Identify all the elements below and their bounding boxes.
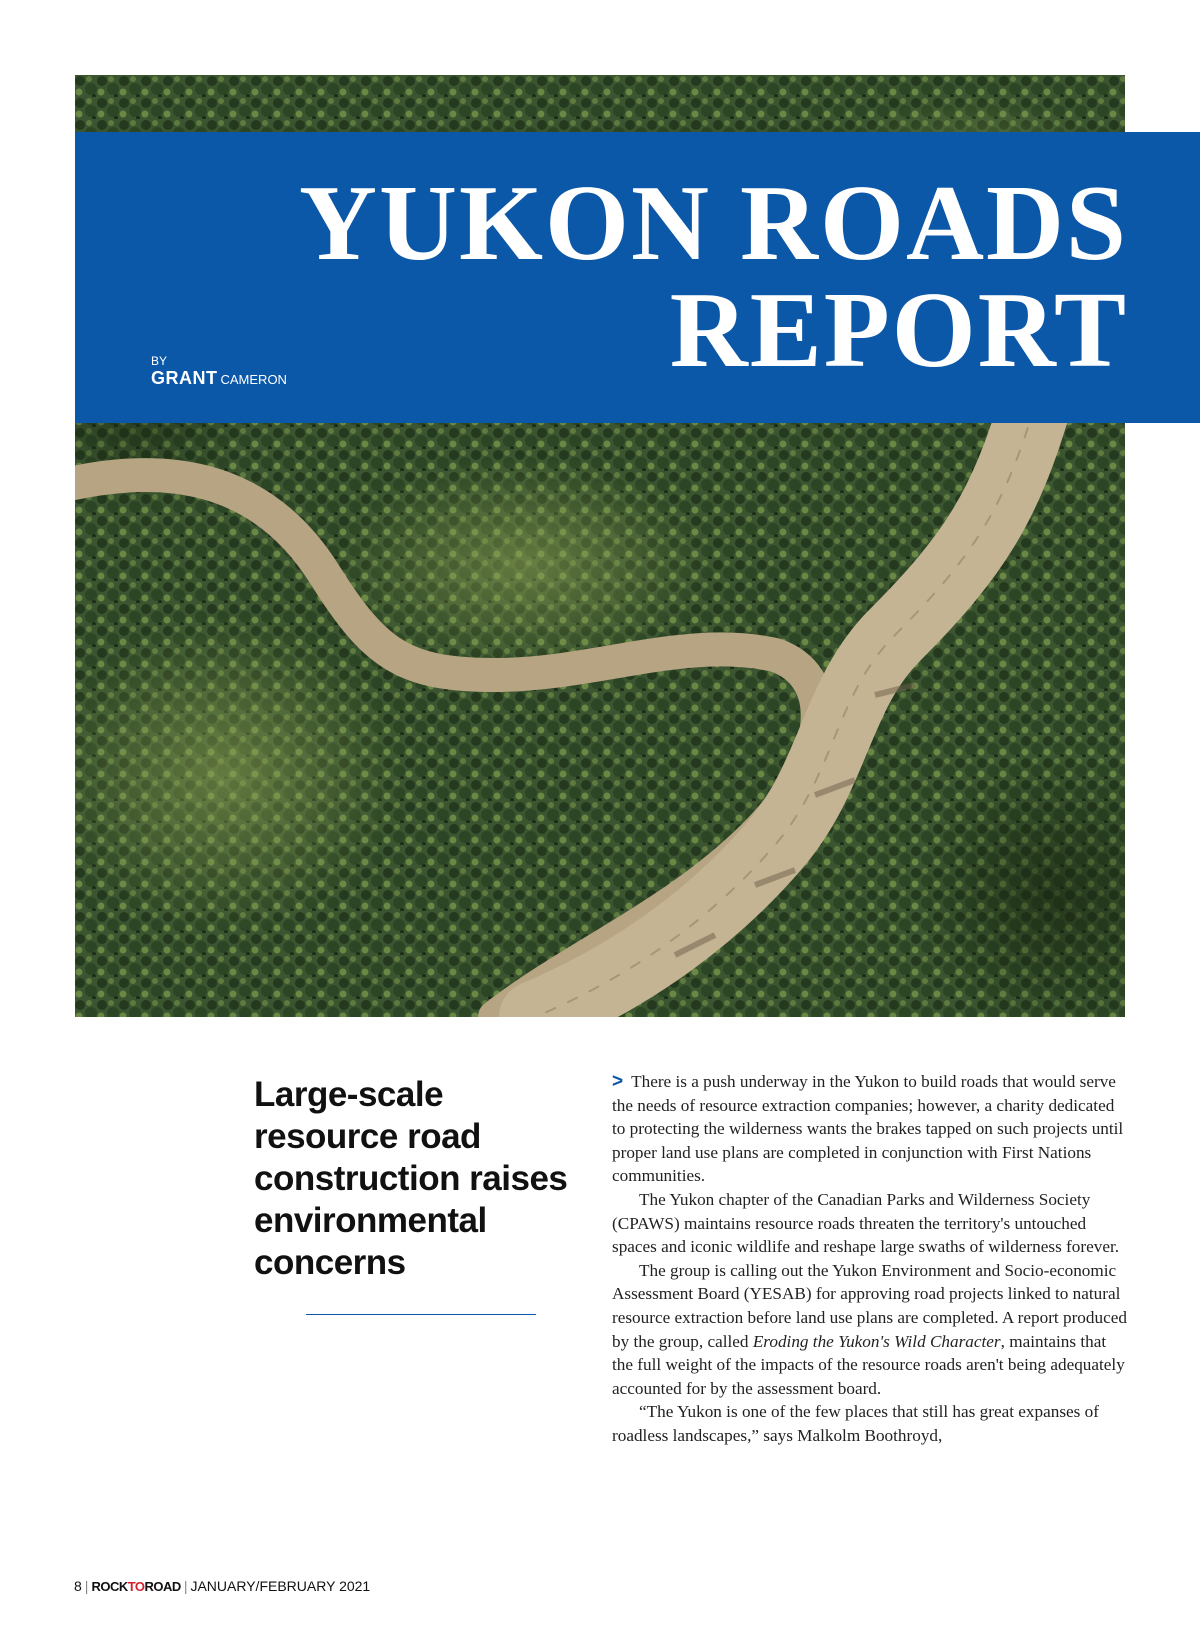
body-paragraph-1 xyxy=(612,1070,1127,1188)
article-title-line-2: REPORT xyxy=(669,271,1128,390)
article-deck: Large-scale resource road construction raises environmental concerns xyxy=(254,1075,568,1282)
body-paragraph-4: “The Yukon is one of the few places that still has great expanses of roadless landscapes,” says Malkolm Boothroyd, xyxy=(612,1402,1099,1445)
body-paragraph-3-part-1: The group is calling out the Yukon Environment and Socio-economic Assessment Board (YESAB) for approving road projects linked to natural resource extraction before land use plans are completed. A report produced by the group, called xyxy=(612,1260,1127,1351)
footer-separator: | xyxy=(84,1578,89,1594)
title-banner xyxy=(75,132,1200,423)
deck-divider xyxy=(306,1314,536,1315)
body-paragraph-3 xyxy=(612,1259,1127,1377)
logo-to: TO xyxy=(127,1579,145,1594)
body-paragraph-3-part-2: , maintains that the full weight of the impacts of the resource roads aren't being adequately xyxy=(612,1331,1125,1375)
logo-road: ROAD xyxy=(144,1579,181,1594)
report-title: Eroding the Yukon's Wild Character xyxy=(752,1331,1001,1351)
author-first-name: GRANT xyxy=(151,368,218,388)
article-body xyxy=(612,1070,1127,1448)
page-number: 8 xyxy=(74,1578,82,1594)
lead-marker-icon: > xyxy=(612,1071,624,1092)
logo-rock: ROCK xyxy=(91,1579,128,1594)
body-paragraph-3-continuation: accounted for by the assessment board. xyxy=(612,1378,882,1398)
body-paragraph-2: The Yukon chapter of the Canadian Parks and Wilderness Society (CPAWS) maintains resource roads threaten the territory's untouched spaces and iconic wildlife and reshape large swaths of wilderness forever. xyxy=(612,1189,1120,1257)
page-footer xyxy=(74,1578,370,1594)
magazine-logo xyxy=(91,1579,180,1594)
footer-separator-2: | xyxy=(183,1578,188,1594)
author-last-name: CAMERON xyxy=(220,372,287,387)
byline xyxy=(151,354,287,389)
body-paragraph-1-text: There is a push underway in the Yukon to build roads that would serve the needs of resource extraction companies; however, a charity dedicated to protecting the wilderness wants the brakes tapped on such projects until proper land use plans are completed in conjunction with First Nations communities. xyxy=(612,1072,1124,1186)
byline-by: BY xyxy=(151,354,168,368)
issue-date: JANUARY/FEBRUARY 2021 xyxy=(190,1578,371,1594)
article-title-line-1: YUKON ROADS xyxy=(298,164,1128,283)
